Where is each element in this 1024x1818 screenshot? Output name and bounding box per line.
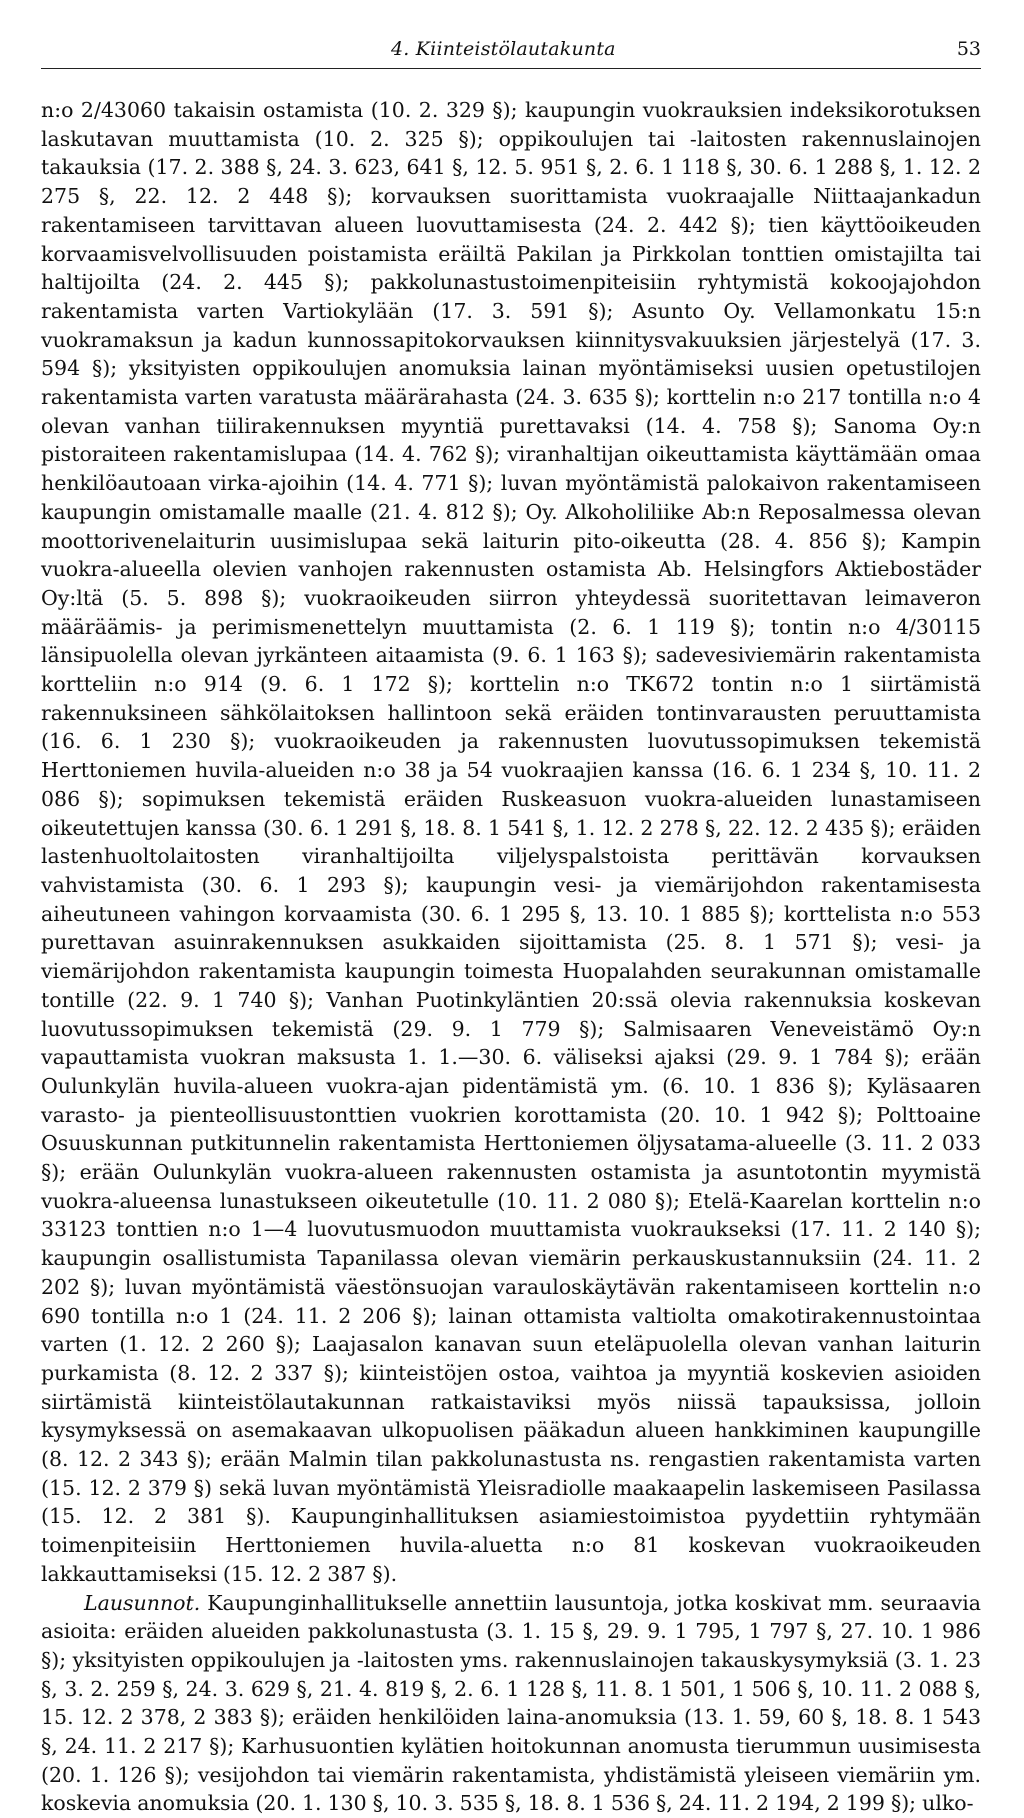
paragraph-2: [41, 1589, 981, 1818]
chapter-title: 4. Kiinteistölautakunta: [391, 38, 616, 60]
paragraph-2-text: Kaupunginhallitukselle annettiin lausuntoja, jotka koskivat mm. seuraavia asioita: eräiden alueiden pakkolunastusta (3. 1. 15 §, 29. 9. 1 795, 1 797 §, 27. 10. 1 986 §); yksityisten oppikoulujen ja -laitosten yms. rakennuslainojen takauskysymyksiä (3. 1. 23 §, 3. 2. 259 §, 24. 3. 629 §, 21. 4. 819 §, 2. 6. 1 128 §, 11. 8. 1 501, 1 506 §, 10. 11. 2 088 §, 15. 12. 2 378, 2 383 §); eräiden henkilöiden laina-anomuksia (13. 1. 59, 60 §, 18. 8. 1 543 §, 24. 11. 2 217 §); Karhusuontien kylätien hoitokunnan anomusta tierummun uusimisesta (20. 1. 126 §); vesijohdon tai viemärin rakentamista, yhdistämistä yleiseen viemäriin ym. koskevia anomuksia (20. 1. 130 §, 10. 3. 535 §, 18. 8. 1 536 §, 24. 11. 2 194, 2 199 §); ulko-: [41, 1590, 981, 1816]
paragraph-2-lead: Lausunnot.: [84, 1590, 201, 1615]
body-text: [41, 96, 981, 1818]
page-number: 53: [956, 38, 981, 60]
document-page: [41, 30, 981, 1818]
paragraph-1: n:o 2/43060 takaisin ostamista (10. 2. 329 §); kaupungin vuokrauksien indeksikorotuksen laskutavan muuttamista (10. 2. 325 §); oppikoulujen tai -laitosten rakennuslainojen takauksia (17. 2. 388 §, 24. 3. 623, 641 §, 12. 5. 951 §, 2. 6. 1 118 §, 30. 6. 1 288 §, 1. 12. 2 275 §, 22. 12. 2 448 §); korvauksen suorittamista vuokraajalle Niittaajankadun rakentamiseen tarvittavan alueen luovuttamisesta (24. 2. 442 §); tien käyttöoikeuden korvaamisvelvollisuuden poistamista eräiltä Pakilan ja Pirkkolan tonttien omistajilta tai haltijoilta (24. 2. 445 §); pakkolunastustoimenpiteisiin ryhtymistä kokoojajohdon rakentamista varten Vartiokylään (17. 3. 591 §); Asunto Oy. Vellamonkatu 15:n vuokramaksun ja kadun kunnossapitokorvauksen kiinnitysvakuuksien järjestelyä (17. 3. 594 §); yksityisten oppikoulujen anomuksia lainan myöntämiseksi uusien opetustilojen rakentamista varten varatusta määrärahasta (24. 3. 635 §); korttelin n:o 217 tontilla n:o 4 olevan vanhan tiilirakennuksen myyntiä purettavaksi (14. 4. 758 §); Sanoma Oy:n pistoraiteen rakentamislupaa (14. 4. 762 §); viranhaltijan oikeuttamista käyttämään omaa henkilöautoaan virka-ajoihin (14. 4. 771 §); luvan myöntämistä palokaivon rakentamiseen kaupungin omistamalle maalle (21. 4. 812 §); Oy. Alkoholiliike Ab:n Reposalmessa olevan moottorivenelaiturin uusimislupaa sekä laiturin pito-oikeutta (28. 4. 856 §); Kampin vuokra-alueella olevien vanhojen rakennusten ostamista Ab. Helsingfors Aktiebostäder Oy:ltä (5. 5. 898 §); vuokraoikeuden siirron yhteydessä suoritettavan leimaveron määräämis- ja perimismenettelyn muuttamista (2. 6. 1 119 §); tontin n:o 4/30115 länsipuolella olevan jyrkänteen aitaamista (9. 6. 1 163 §); sadevesiviemärin rakentamista kortteliin n:o 914 (9. 6. 1 172 §); korttelin n:o TK672 tontin n:o 1 siirtämistä rakennuksineen sähkölaitoksen hallintoon sekä eräiden tontinvarausten peruuttamista (16. 6. 1 230 §); vuokraoikeuden ja rakennusten luovutussopimuksen tekemistä Herttoniemen huvila-alueiden n:o 38 ja 54 vuokraajien kanssa (16. 6. 1 234 §, 10. 11. 2 086 §); sopimuksen tekemistä eräiden Ruskeasuon vuokra-alueiden lunastamiseen oikeutettujen kanssa (30. 6. 1 291 §, 18. 8. 1 541 §, 1. 12. 2 278 §, 22. 12. 2 435 §); eräiden lastenhuoltolaitosten viranhaltijoilta viljelyspalstoista perittävän korvauksen vahvistamista (30. 6. 1 293 §); kaupungin vesi- ja viemärijohdon rakentamisesta aiheutuneen vahingon korvaamista (30. 6. 1 295 §, 13. 10. 1 885 §); korttelista n:o 553 purettavan asuinrakennuksen asukkaiden sijoittamista (25. 8. 1 571 §); vesi- ja viemärijohdon rakentamista kaupungin toimesta Huopalahden seurakunnan omistamalle tontille (22. 9. 1 740 §); Vanhan Puotinkyläntien 20:ssä olevia rakennuksia koskevan luovutussopimuksen tekemistä (29. 9. 1 779 §); Salmisaaren Veneveistämö Oy:n vapauttamista vuokran maksusta 1. 1.—30. 6. väliseksi ajaksi (29. 9. 1 784 §); erään Oulunkylän huvila-alueen vuokra-ajan pidentämistä ym. (6. 10. 1 836 §); Kyläsaaren varasto- ja pienteollisuustonttien vuokrien korottamista (20. 10. 1 942 §); Polttoaine Osuuskunnan putkitunnelin rakentamista Herttoniemen öljysatama-alueelle (3. 11. 2 033 §); erään Oulunkylän vuokra-alueen rakennusten ostamista ja asuntotontin myymistä vuokra-alueensa lunastukseen oikeutetulle (10. 11. 2 080 §); Etelä-Kaarelan korttelin n:o 33123 tonttien n:o 1—4 luovutusmuodon muuttamista vuokraukseksi (17. 11. 2 140 §); kaupungin osallistumista Tapanilassa olevan viemärin perkauskustannuksiin (24. 11. 2 202 §); luvan myöntämistä väestönsuojan varauloskäytävän rakentamiseen korttelin n:o 690 tontilla n:o 1 (24. 11. 2 206 §); lainan ottamista valtiolta omakotirakennustointaa varten (1. 12. 2 260 §); Laajasalon kanavan suun eteläpuolella olevan vanhan laiturin purkamista (8. 12. 2 337 §); kiinteistöjen ostoa, vaihtoa ja myyntiä koskevien asioiden siirtämistä kiinteistölautakunnan ratkaistaviksi myös niissä tapauksissa, jolloin kysymyksessä on asemakaavan ulkopuolisen pääkadun alueen hankkiminen kaupungille (8. 12. 2 343 §); erään Malmin tilan pakkolunastusta ns. rengastien rakentamista varten (15. 12. 2 379 §) sekä luvan myöntämistä Yleisradiolle maakaapelin laskemiseen Pasilassa (15. 12. 2 381 §). Kaupunginhallituksen asiamiestoimistoa pyydettiin ryhtymään toimenpiteisiin Herttoniemen huvila-aluetta n:o 81 koskevan vuokraoikeuden lakkauttamiseksi (15. 12. 2 387 §).: [41, 98, 981, 1586]
running-header: [41, 30, 981, 69]
